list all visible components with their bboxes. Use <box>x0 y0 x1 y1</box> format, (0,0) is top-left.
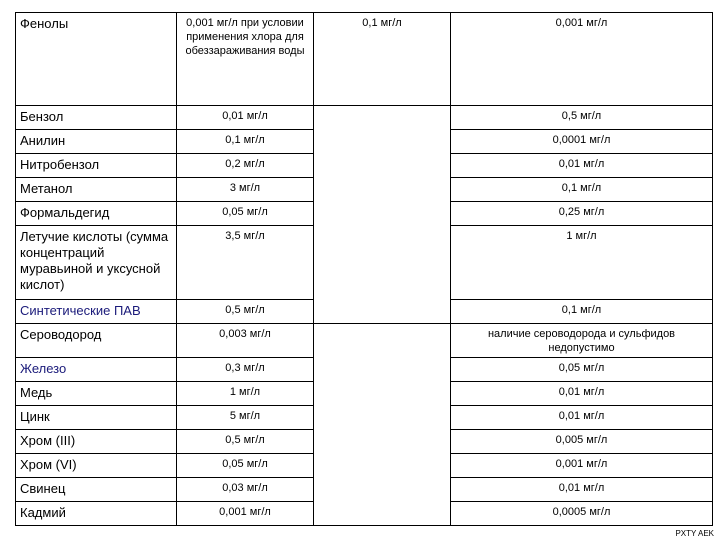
substance-cell: Синтетические ПАВ <box>16 300 177 324</box>
value-cell: 0,01 мг/л <box>451 154 713 178</box>
value-cell: 0,1 мг/л <box>177 130 314 154</box>
substance-cell: Хром (III) <box>16 430 177 454</box>
substance-cell: Сероводород <box>16 324 177 358</box>
table-row <box>16 13 713 106</box>
value-cell: 0,25 мг/л <box>451 202 713 226</box>
substance-cell: Формальдегид <box>16 202 177 226</box>
substance-cell: Фенолы <box>16 13 177 106</box>
value-cell: 0,001 мг/л <box>451 454 713 478</box>
value-cell: 0,2 мг/л <box>177 154 314 178</box>
substance-cell: Хром (VI) <box>16 454 177 478</box>
value-cell: 0,5 мг/л <box>451 106 713 130</box>
value-cell: 0,05 мг/л <box>177 202 314 226</box>
value-cell: 0,1 мг/л <box>451 300 713 324</box>
footer-mark: PXTY AEK <box>675 529 714 538</box>
value-cell: 0,3 мг/л <box>177 358 314 382</box>
substance-cell: Цинк <box>16 406 177 430</box>
value-cell: 0,001 мг/л <box>177 502 314 526</box>
substance-cell: Кадмий <box>16 502 177 526</box>
table-row <box>16 106 713 130</box>
value-cell: 0,5 мг/л <box>177 300 314 324</box>
value-cell: 3,5 мг/л <box>177 226 314 300</box>
substance-cell: Бензол <box>16 106 177 130</box>
value-cell: 0,1 мг/л <box>451 178 713 202</box>
table-row <box>16 324 713 358</box>
value-cell: 1 мг/л <box>177 382 314 406</box>
water-norms-table <box>15 12 713 526</box>
value-cell: 0,05 мг/л <box>177 454 314 478</box>
value-cell: 0,003 мг/л <box>177 324 314 358</box>
value-cell: 0,5 мг/л <box>177 430 314 454</box>
substance-cell: Анилин <box>16 130 177 154</box>
value-cell: 0,1 мг/л <box>314 13 451 106</box>
value-cell: 0,005 мг/л <box>451 430 713 454</box>
value-cell: 0,03 мг/л <box>177 478 314 502</box>
value-cell: 0,0005 мг/л <box>451 502 713 526</box>
substance-cell: Железо <box>16 358 177 382</box>
value-cell: 0,01 мг/л <box>451 406 713 430</box>
merged-cell <box>314 324 451 526</box>
value-cell: 0,01 мг/л <box>451 478 713 502</box>
value-cell: 0,001 мг/л при условии применения хлора для обеззараживания воды <box>177 13 314 106</box>
substance-cell: Метанол <box>16 178 177 202</box>
substance-cell: Летучие кислоты (сумма концентраций муравьиной и уксусной кислот) <box>16 226 177 300</box>
value-cell: 0,01 мг/л <box>177 106 314 130</box>
value-cell: 1 мг/л <box>451 226 713 300</box>
value-cell: 5 мг/л <box>177 406 314 430</box>
value-cell: наличие сероводорода и сульфидов недопустимо <box>451 324 713 358</box>
substance-cell: Свинец <box>16 478 177 502</box>
substance-cell: Нитробензол <box>16 154 177 178</box>
value-cell: 0,0001 мг/л <box>451 130 713 154</box>
value-cell: 3 мг/л <box>177 178 314 202</box>
value-cell: 0,05 мг/л <box>451 358 713 382</box>
value-cell: 0,01 мг/л <box>451 382 713 406</box>
merged-empty-cell <box>314 106 451 324</box>
substance-cell: Медь <box>16 382 177 406</box>
value-cell: 0,001 мг/л <box>451 13 713 106</box>
